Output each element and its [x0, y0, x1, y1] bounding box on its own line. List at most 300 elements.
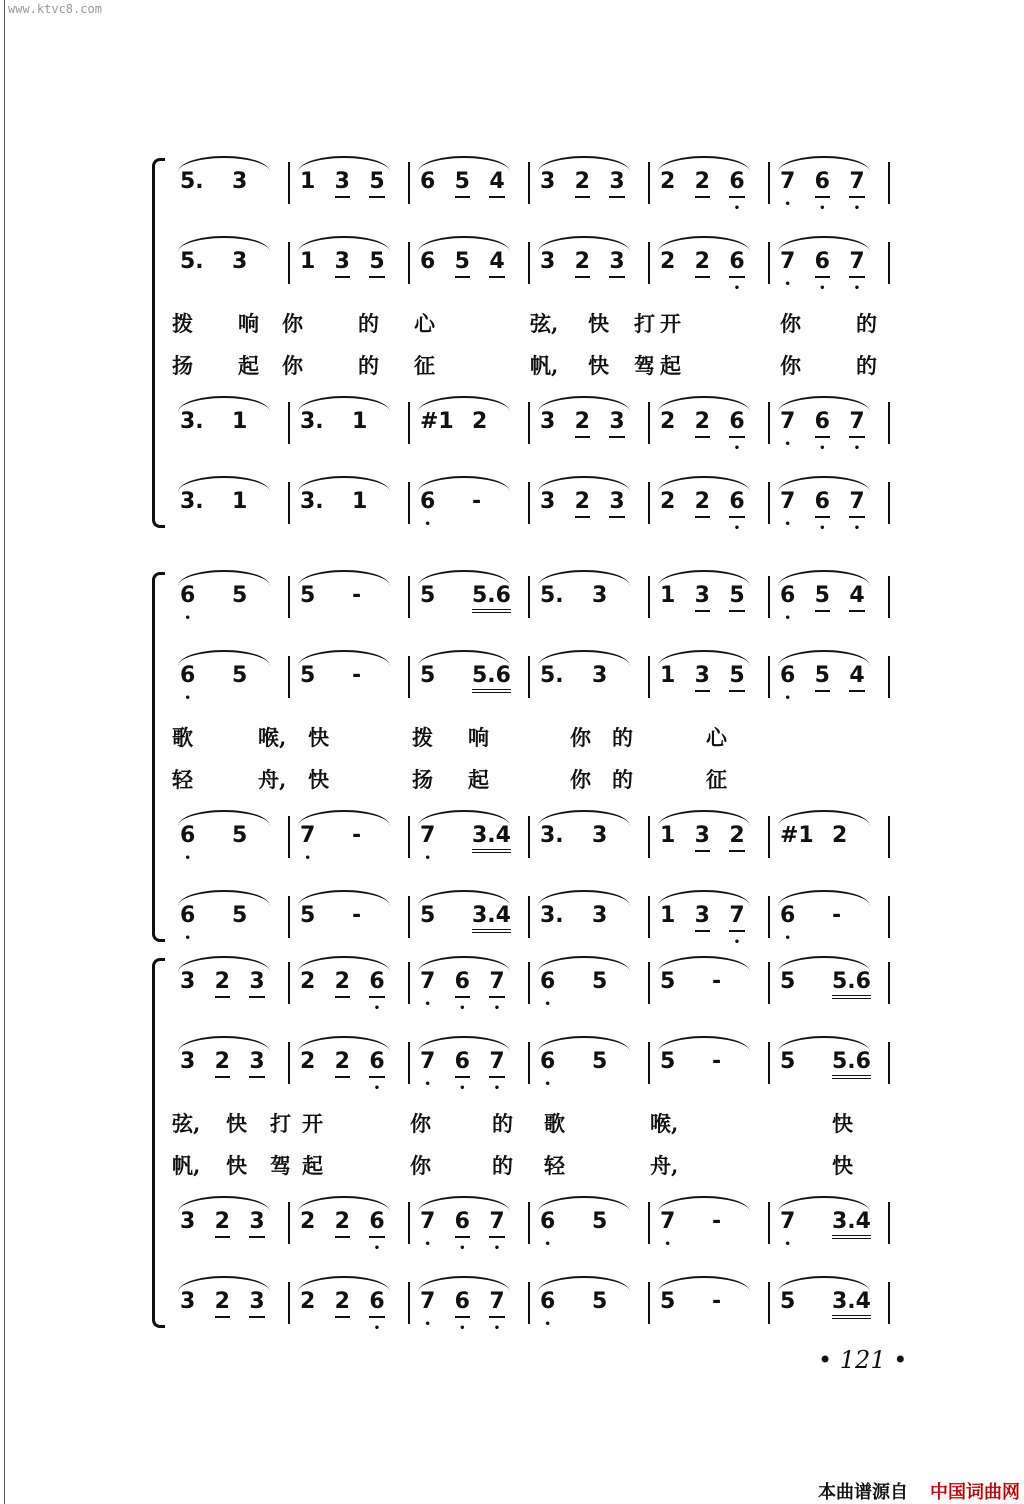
note: 5: [420, 583, 436, 608]
note: 5: [369, 170, 384, 198]
slur: [178, 1036, 270, 1052]
barline: [288, 656, 290, 698]
slur: [658, 476, 750, 492]
barline: [528, 816, 530, 858]
note: -: [472, 489, 482, 514]
note: 3: [232, 169, 248, 194]
staff-line: [0, 158, 1024, 218]
slur: [298, 1036, 390, 1052]
lyric-word: 舟,: [258, 767, 287, 792]
note: 1: [300, 249, 316, 274]
note: 5: [232, 583, 248, 608]
slur: [178, 396, 270, 412]
lyric-word: 帆,: [530, 353, 559, 378]
note: -: [712, 1049, 722, 1074]
barline: [768, 402, 770, 444]
note: 6 •: [729, 410, 744, 438]
lyric-word: 你: [780, 311, 801, 336]
barline: [648, 656, 650, 698]
barline: [768, 576, 770, 618]
note: 3: [592, 663, 608, 688]
lyric-word: 的: [856, 311, 877, 336]
staff-line: [0, 1198, 1024, 1258]
note: 3: [540, 489, 556, 514]
barline: [648, 162, 650, 204]
note: 6 •: [455, 1050, 470, 1078]
lyric-word: 的: [492, 1111, 513, 1136]
note: 3: [695, 664, 710, 692]
barline: [768, 962, 770, 1004]
note: 3: [335, 250, 350, 278]
note: 3: [540, 169, 556, 194]
note: 2: [660, 409, 676, 434]
note: 2: [335, 1050, 350, 1078]
note: 3.4: [472, 824, 511, 853]
note: 2: [335, 970, 350, 998]
note: 6 •: [180, 904, 195, 928]
slur: [778, 476, 870, 492]
note: 1: [660, 903, 676, 928]
note: 3.4: [832, 1290, 871, 1319]
lyric-word: 起: [468, 767, 489, 792]
lyric-word: 的: [612, 725, 633, 750]
note: 5: [729, 584, 744, 612]
barline: [288, 162, 290, 204]
footer-source-label: 本曲谱源自: [818, 1482, 908, 1503]
note: 5: [592, 969, 608, 994]
staff-line: [0, 572, 1024, 632]
slur: [418, 476, 510, 492]
lyric-word: 你: [410, 1111, 431, 1136]
note: 5: [780, 1289, 796, 1314]
note: 6 •: [369, 1210, 384, 1238]
watermark: www.ktvc8.com: [8, 2, 102, 16]
barline: [288, 482, 290, 524]
note: 2: [300, 969, 316, 994]
slur: [298, 650, 390, 666]
lyric-word: 征: [706, 767, 727, 792]
note: 1: [660, 583, 676, 608]
note: 6 •: [455, 1210, 470, 1238]
note: 5: [660, 1289, 676, 1314]
slur: [538, 1276, 630, 1292]
note: 2: [300, 1289, 316, 1314]
note: 4: [849, 584, 864, 612]
barline: [528, 896, 530, 938]
slur: [298, 1276, 390, 1292]
staff-line: [0, 892, 1024, 952]
note: 2: [660, 169, 676, 194]
note: 1: [352, 409, 368, 434]
lyric-word: 心: [414, 311, 435, 336]
barline: [768, 162, 770, 204]
note: 6 •: [815, 490, 830, 518]
note: 1: [660, 663, 676, 688]
note: 6 •: [180, 584, 195, 608]
note: 5: [729, 664, 744, 692]
staff-line: [0, 812, 1024, 872]
note: 6 •: [420, 490, 435, 514]
slur: [178, 476, 270, 492]
barline: [288, 896, 290, 938]
note: 2: [695, 410, 710, 438]
slur: [178, 810, 270, 826]
note: 3: [592, 823, 608, 848]
barline: [408, 816, 410, 858]
slur: [538, 236, 630, 252]
note: 5: [455, 250, 470, 278]
note: 2: [660, 249, 676, 274]
note: 6 •: [540, 1050, 555, 1074]
note: 5: [369, 250, 384, 278]
note: 2: [335, 1290, 350, 1318]
lyric-line: [0, 306, 1024, 338]
slur: [298, 810, 390, 826]
lyric-word: 打: [634, 311, 655, 336]
note: 5: [232, 663, 248, 688]
lyric-word: 拨: [172, 311, 193, 336]
slur: [178, 570, 270, 586]
slur: [418, 396, 510, 412]
staff-line: [0, 958, 1024, 1018]
note: 2: [472, 409, 488, 434]
slur: [538, 956, 630, 972]
barline: [288, 576, 290, 618]
slur: [658, 156, 750, 172]
lyric-word: 拨: [412, 725, 433, 750]
note: 6 •: [729, 250, 744, 278]
note: 7 •: [660, 1210, 675, 1234]
lyric-word: 你: [410, 1153, 431, 1178]
note: -: [352, 903, 362, 928]
note: 2: [300, 1049, 316, 1074]
slur: [418, 890, 510, 906]
note: -: [712, 1289, 722, 1314]
slur: [658, 1196, 750, 1212]
note: 2: [575, 410, 590, 438]
slur: [658, 236, 750, 252]
footer: [818, 1478, 1020, 1504]
note: #1: [420, 409, 454, 434]
barline: [888, 962, 890, 1004]
barline: [408, 656, 410, 698]
lyric-word: 你: [780, 353, 801, 378]
note: 3.4: [472, 904, 511, 933]
note: 3: [180, 1209, 196, 1234]
barline: [888, 242, 890, 284]
note: 6 •: [455, 1290, 470, 1318]
note: 2: [695, 250, 710, 278]
slur: [178, 156, 270, 172]
note: 2: [335, 1210, 350, 1238]
note: 3: [695, 824, 710, 852]
lyric-word: 你: [282, 353, 303, 378]
staff-line: [0, 652, 1024, 712]
slur: [418, 956, 510, 972]
barline: [888, 482, 890, 524]
note: 1: [660, 823, 676, 848]
note: 3: [180, 1289, 196, 1314]
barline: [648, 482, 650, 524]
note: 2: [575, 170, 590, 198]
barline: [768, 242, 770, 284]
barline: [768, 1282, 770, 1324]
barline: [888, 896, 890, 938]
note: 5: [300, 663, 316, 688]
slur: [298, 890, 390, 906]
lyric-word: 打: [270, 1111, 291, 1136]
slur: [778, 570, 870, 586]
lyric-word: 你: [282, 311, 303, 336]
note: 3: [609, 170, 624, 198]
note: 5.: [540, 663, 564, 688]
lyric-word: 的: [856, 353, 877, 378]
note: 3: [180, 1049, 196, 1074]
barline: [528, 402, 530, 444]
barline: [288, 242, 290, 284]
barline: [888, 656, 890, 698]
lyric-line: [0, 348, 1024, 380]
slur: [538, 890, 630, 906]
lyric-word: 起: [238, 353, 259, 378]
barline: [768, 1042, 770, 1084]
barline: [768, 1202, 770, 1244]
note: 3: [249, 1050, 264, 1078]
slur: [778, 956, 870, 972]
note: 7 •: [849, 490, 864, 518]
note: 7 •: [780, 410, 795, 434]
note: 7 •: [420, 1290, 435, 1314]
barline: [528, 242, 530, 284]
note: 7 •: [849, 170, 864, 198]
note: 3: [695, 584, 710, 612]
lyric-line: [0, 762, 1024, 794]
barline: [888, 1282, 890, 1324]
note: 3: [540, 409, 556, 434]
lyric-word: 弦,: [172, 1111, 201, 1136]
note: 7 •: [420, 1210, 435, 1234]
note: -: [352, 583, 362, 608]
barline: [528, 162, 530, 204]
barline: [528, 1202, 530, 1244]
note: 2: [215, 1050, 230, 1078]
note: 2: [695, 490, 710, 518]
note: 2: [215, 1210, 230, 1238]
barline: [408, 1282, 410, 1324]
note: -: [352, 663, 362, 688]
note: 3: [592, 903, 608, 928]
lyric-word: 起: [302, 1153, 323, 1178]
note: 2: [215, 1290, 230, 1318]
note: 6 •: [815, 250, 830, 278]
slur: [778, 810, 870, 826]
slur: [778, 890, 870, 906]
note: 6 •: [540, 1210, 555, 1234]
barline: [288, 1202, 290, 1244]
slur: [778, 650, 870, 666]
note: 6 •: [540, 1290, 555, 1314]
note: 3.: [180, 489, 204, 514]
slur: [298, 476, 390, 492]
lyric-word: 响: [238, 311, 259, 336]
lyric-word: 喉,: [650, 1111, 679, 1136]
barline: [288, 402, 290, 444]
barline: [528, 576, 530, 618]
note: 5: [660, 969, 676, 994]
note: 2: [729, 824, 744, 852]
note: 7 •: [780, 1210, 795, 1234]
note: -: [832, 903, 842, 928]
slur: [778, 1196, 870, 1212]
note: 6 •: [815, 170, 830, 198]
note: 3: [609, 490, 624, 518]
barline: [648, 576, 650, 618]
staff-line: [0, 478, 1024, 538]
note: 5: [420, 903, 436, 928]
note: 5: [592, 1209, 608, 1234]
note: 5: [455, 170, 470, 198]
slur: [418, 1036, 510, 1052]
barline: [528, 482, 530, 524]
note: 4: [489, 170, 504, 198]
barline: [288, 1042, 290, 1084]
note: 6: [420, 249, 436, 274]
slur: [538, 650, 630, 666]
note: 3.: [180, 409, 204, 434]
note: 7 •: [489, 1050, 504, 1078]
lyric-word: 快: [308, 767, 329, 792]
note: 7 •: [780, 250, 795, 274]
barline: [408, 1202, 410, 1244]
note: 5.: [540, 583, 564, 608]
note: 3: [540, 249, 556, 274]
slur: [658, 650, 750, 666]
lyric-word: 起: [660, 353, 681, 378]
barline: [288, 962, 290, 1004]
lyric-word: 轻: [544, 1153, 565, 1178]
note: 5: [300, 583, 316, 608]
note: 7 •: [420, 970, 435, 994]
lyric-word: 的: [358, 311, 379, 336]
lyric-word: 的: [612, 767, 633, 792]
barline: [768, 656, 770, 698]
note: 6 •: [815, 410, 830, 438]
slur: [178, 650, 270, 666]
note: 7 •: [420, 1050, 435, 1074]
slur: [778, 1036, 870, 1052]
slur: [538, 476, 630, 492]
lyric-word: 喉,: [258, 725, 287, 750]
slur: [538, 1036, 630, 1052]
note: 6 •: [369, 1290, 384, 1318]
note: 5: [232, 903, 248, 928]
note: 5.6: [472, 584, 511, 613]
staff-line: [0, 398, 1024, 458]
lyric-word: 响: [468, 725, 489, 750]
barline: [648, 1282, 650, 1324]
slur: [178, 890, 270, 906]
lyric-word: 快: [588, 353, 609, 378]
slur: [418, 810, 510, 826]
lyric-word: 弦,: [530, 311, 559, 336]
note: 3: [232, 249, 248, 274]
barline: [768, 896, 770, 938]
slur: [418, 156, 510, 172]
slur: [658, 1036, 750, 1052]
lyric-word: 歌: [544, 1111, 565, 1136]
note: 2: [300, 1209, 316, 1234]
lyric-line: [0, 1148, 1024, 1180]
slur: [778, 1276, 870, 1292]
barline: [408, 1042, 410, 1084]
lyric-word: 快: [308, 725, 329, 750]
note: 3: [249, 1210, 264, 1238]
note: 7 •: [780, 490, 795, 514]
lyric-word: 的: [492, 1153, 513, 1178]
note: 1: [232, 489, 248, 514]
note: 3.4: [832, 1210, 871, 1239]
note: #1: [780, 823, 814, 848]
slur: [298, 570, 390, 586]
note: 3.: [540, 823, 564, 848]
lyric-word: 开: [660, 311, 681, 336]
lyric-word: 驾: [634, 353, 655, 378]
barline: [648, 1042, 650, 1084]
barline: [408, 242, 410, 284]
note: 6 •: [780, 664, 795, 688]
barline: [408, 896, 410, 938]
slur: [418, 570, 510, 586]
note: 1: [352, 489, 368, 514]
note: 3.: [300, 409, 324, 434]
barline: [648, 896, 650, 938]
barline: [528, 1042, 530, 1084]
slur: [298, 956, 390, 972]
slur: [658, 396, 750, 412]
note: 3: [249, 1290, 264, 1318]
lyric-word: 舟,: [650, 1153, 679, 1178]
note: 6 •: [780, 904, 795, 928]
barline: [648, 816, 650, 858]
note: 2: [575, 490, 590, 518]
note: 5: [780, 1049, 796, 1074]
slur: [658, 1276, 750, 1292]
note: 6 •: [729, 490, 744, 518]
note: 7 •: [780, 170, 795, 194]
note: 3: [335, 170, 350, 198]
lyric-word: 开: [302, 1111, 323, 1136]
barline: [408, 962, 410, 1004]
staff-line: [0, 1278, 1024, 1338]
note: 6 •: [180, 824, 195, 848]
note: 5: [815, 584, 830, 612]
barline: [648, 402, 650, 444]
barline: [408, 576, 410, 618]
lyric-line: [0, 1106, 1024, 1138]
note: 4: [489, 250, 504, 278]
barline: [648, 242, 650, 284]
slur: [658, 810, 750, 826]
barline: [528, 962, 530, 1004]
note: 7 •: [489, 1210, 504, 1238]
slur: [658, 890, 750, 906]
slur: [538, 1196, 630, 1212]
note: 6 •: [369, 970, 384, 998]
slur: [178, 1276, 270, 1292]
barline: [648, 962, 650, 1004]
note: 6 •: [180, 664, 195, 688]
lyric-word: 你: [570, 725, 591, 750]
